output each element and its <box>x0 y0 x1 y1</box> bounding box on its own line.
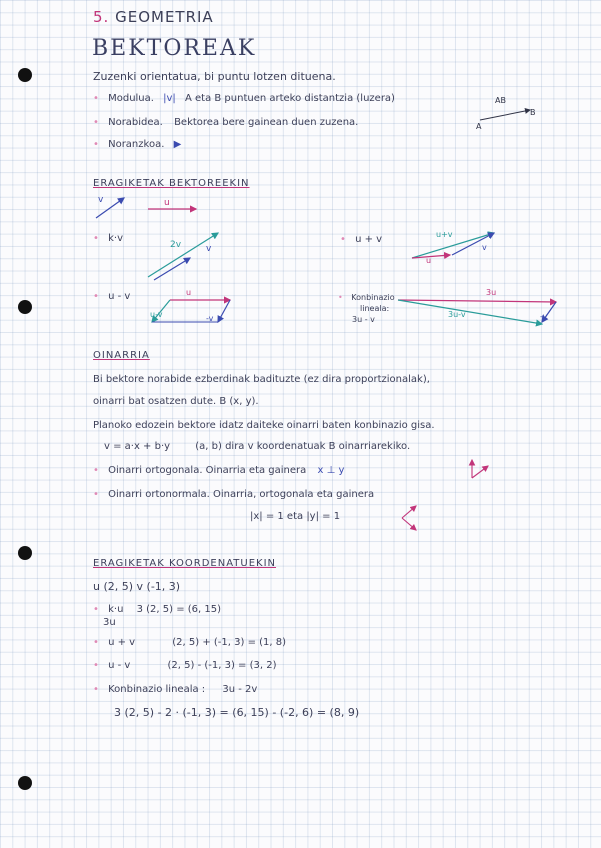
coords-vectors: u (2, 5) v (-1, 3) <box>93 580 181 593</box>
bullet: • <box>93 93 99 104</box>
kv-coords-text: 3 (2, 5) = (6, 15) <box>136 604 222 615</box>
sense-item <box>93 139 181 150</box>
modulus-term: Modulua. <box>108 93 154 104</box>
diff-mv-label: -v <box>206 314 214 323</box>
linear-combination-figure <box>394 294 564 334</box>
bullet: • <box>93 489 99 500</box>
modulus-item <box>93 93 395 104</box>
v-label: v <box>98 195 104 205</box>
diff-text: u - v <box>108 291 131 302</box>
basis-formula-note: (a, b) dira v koordenatuak B oinarriarekiko. <box>195 441 411 452</box>
lin-coords-label: Konbinazio lineala : <box>108 684 206 695</box>
lin-comb-item <box>338 292 395 325</box>
vector-definition: Zuzenki orientatua, bi puntu lotzen dituena. <box>93 70 336 83</box>
operations-heading: ERAGIKETAK BEKTOREEKIN <box>93 178 250 189</box>
bullet: • <box>93 604 99 615</box>
orthogonal-axes-figure <box>466 456 496 486</box>
kv-coords-label: k·u <box>108 604 124 615</box>
lin-comb-line2: lineala: <box>360 304 390 313</box>
bullet: • <box>93 291 99 302</box>
sum-u-label: u <box>426 256 432 265</box>
bullet: • <box>340 234 346 245</box>
orthonormal-text: Oinarri ortonormala. Oinarria, ortogonala eta gainera <box>108 489 375 500</box>
basis-line2: oinarri bat osatzen dute. B (x, y). <box>93 396 259 407</box>
orthonormal-formula: |x| = 1 eta |y| = 1 <box>250 511 341 522</box>
binder-hole <box>18 300 32 314</box>
section-title: GEOMETRIA <box>115 8 214 26</box>
binder-hole <box>18 546 32 560</box>
v-small-label: v <box>206 244 212 254</box>
orthonormal-item <box>93 489 374 500</box>
sum-result-label: u+v <box>436 230 453 239</box>
basis-formula: v = a·x + b·y <box>104 441 171 452</box>
basis-heading: OINARRIA <box>93 350 150 361</box>
2v-label: 2v <box>170 240 182 250</box>
kv-coords-label2: 3u <box>103 617 116 628</box>
bullet: • <box>93 139 99 150</box>
basic-vectors-figure <box>92 192 212 222</box>
diff-item <box>93 291 130 302</box>
orthonormal-axes-figure <box>396 504 426 534</box>
diff-coords-text: (2, 5) - (-1, 3) = (3, 2) <box>167 660 277 671</box>
diff-u-label: u <box>186 288 192 297</box>
section-heading <box>93 8 214 26</box>
modulus-symbol: |v| <box>163 93 176 104</box>
bullet: • <box>93 684 99 695</box>
kv-text: k·v <box>108 233 123 244</box>
u-label: u <box>164 198 170 208</box>
basis-line1: Bi bektore norabide ezberdinak badituzte (ez dira proportzionalak), <box>93 374 430 385</box>
bullet: • <box>93 637 99 648</box>
sense-arrow-icon: ▶ <box>173 139 182 150</box>
direction-item <box>93 117 358 128</box>
kv-coords-item <box>93 603 221 629</box>
lin-coords-result: 3 (2, 5) - 2 · (-1, 3) = (6, 15) - (-2, 6) = (8, 9) <box>114 706 360 719</box>
modulus-text: A eta B puntuen arteko distantzia (luzera) <box>184 93 395 104</box>
sum-coords-item <box>93 637 286 648</box>
basis-line3: Planoko edozein bektore idatz daiteke oinarri baten konbinazio gisa. <box>93 420 435 431</box>
page-title: BEKTOREAK <box>92 36 257 61</box>
bullet: • <box>93 660 99 671</box>
bullet: • <box>93 117 99 128</box>
orthogonal-item <box>93 465 344 476</box>
point-b-label: B <box>530 108 536 117</box>
binder-hole <box>18 776 32 790</box>
orthogonal-symbol: x ⊥ y <box>317 465 345 476</box>
lin-coords-item <box>93 684 257 695</box>
lin-comb-line3: 3u - v <box>352 315 375 324</box>
basis-formula-row <box>104 441 410 452</box>
ab-label: AB <box>495 96 506 105</box>
scalar-product-figure <box>140 225 230 285</box>
sum-coords-text: (2, 5) + (-1, 3) = (1, 8) <box>172 637 287 648</box>
sum-text: u + v <box>355 234 383 245</box>
sum-figure <box>408 228 504 264</box>
lin-coords-expr: 3u - 2v <box>222 684 258 695</box>
binder-hole <box>18 68 32 82</box>
lin-mv-label: -v <box>540 312 548 321</box>
sum-coords-label: u + v <box>108 637 136 648</box>
coords-heading: ERAGIKETAK KOORDENATUEKIN <box>93 558 277 569</box>
sum-v-label: v <box>482 243 487 252</box>
diff-coords-item <box>93 660 276 671</box>
sum-item <box>340 234 382 245</box>
point-a-label: A <box>476 122 482 131</box>
lin-3u-label: 3u <box>486 288 497 297</box>
bullet: • <box>93 233 99 244</box>
bullet: • <box>93 465 99 476</box>
direction-text: Bektorea bere gainean duen zuzena. <box>174 117 359 128</box>
lin-comb-line1: Konbinazio <box>351 293 395 302</box>
sense-term: Noranzkoa. <box>108 139 165 150</box>
bullet: • <box>338 293 343 302</box>
diff-result-label: u-v <box>150 310 163 319</box>
lin-result-label: 3u-v <box>448 310 466 319</box>
orthogonal-text: Oinarri ortogonala. Oinarria eta gainera <box>108 465 307 476</box>
diff-coords-label: u - v <box>108 660 131 671</box>
section-number: 5. <box>93 8 110 26</box>
direction-term: Norabidea. <box>108 117 163 128</box>
kv-item <box>93 233 123 244</box>
